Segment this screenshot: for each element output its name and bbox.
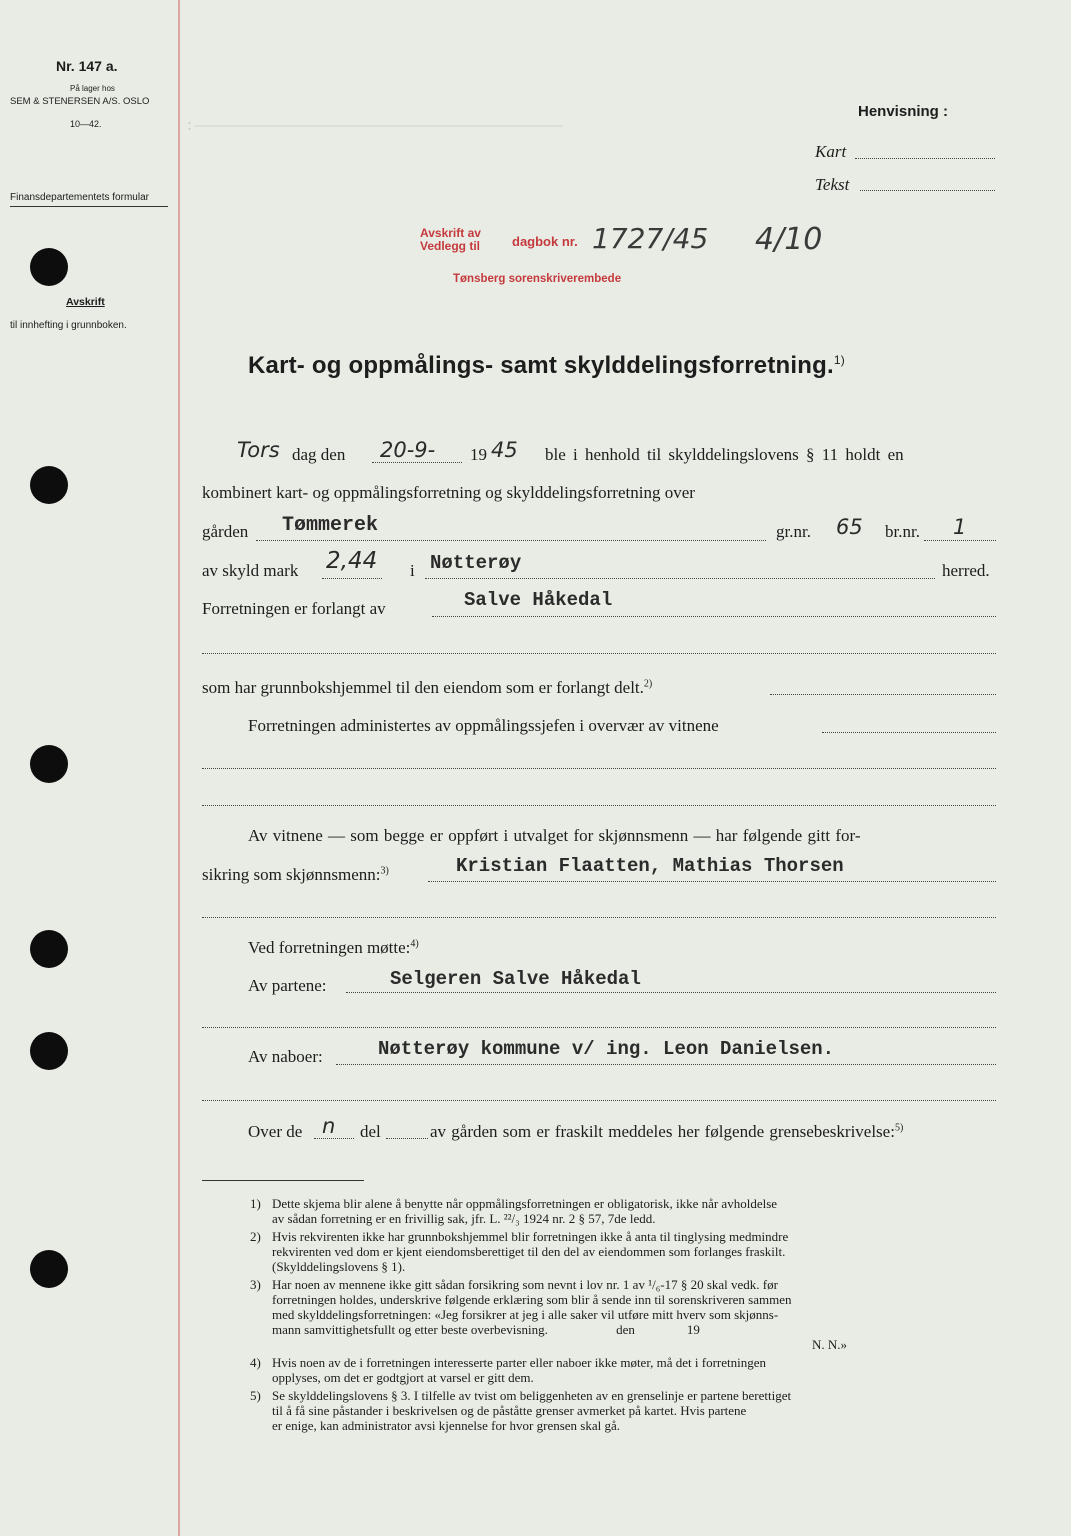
farm-value: Tømmerek: [282, 514, 379, 537]
dagbok-number: 1727/45: [592, 222, 709, 255]
ministry-label: Finansdepartementets formular: [10, 192, 149, 203]
blank-line: [202, 805, 996, 806]
footnote: 5) Se skylddelingslovens § 3. I tilfelle av tvist om beliggenheten av en grenselinje er partene berettiget til å få sine påstander i beskrivelsen og de påståtte grenser avmerket på kartet. Hvis partene er enige, kan administrator avsi kjennelse for hvor grensen skal gå.: [250, 1388, 792, 1433]
grnr-label: gr.nr.: [776, 522, 811, 541]
neighbours-value: Nøtterøy kommune v/ ing. Leon Danielsen.: [378, 1038, 835, 1060]
line13-line1: [314, 1138, 354, 1139]
stamp-line1a: Avskrift av: [420, 226, 481, 240]
date-line: [372, 462, 462, 463]
date-value: 20-9-: [380, 438, 436, 462]
brnr-line: [924, 540, 996, 541]
neighbours-label: Av naboer:: [248, 1047, 323, 1066]
farm-line: [256, 540, 766, 541]
requested-line: [432, 616, 996, 617]
skyld-value: 2,44: [326, 548, 378, 574]
skyld-label: av skyld mark: [202, 561, 299, 580]
parties-value: Selgeren Salve Håkedal: [390, 968, 641, 990]
requested-label: Forretningen er forlangt av: [202, 599, 386, 618]
stamp-office: Tønsberg sorenskriverembede: [453, 273, 622, 285]
brnr-label: br.nr.: [885, 522, 920, 541]
footnotes: [250, 1196, 998, 1433]
blank-line: [202, 768, 996, 769]
punch-hole: [30, 466, 68, 504]
margin-rule: [178, 0, 180, 1536]
print-date: 10—42.: [70, 119, 102, 129]
witness-line: [428, 881, 996, 882]
requested-value: Salve Håkedal: [464, 589, 613, 611]
year-value: 45: [491, 438, 518, 462]
stamp-dagbok-label: dagbok nr.: [512, 234, 578, 249]
line7-line: [822, 732, 996, 733]
line13-text3: av gården som er fraskilt meddeles her følgende grensebeskrivelse:$^{5)}$: [430, 1122, 904, 1141]
form-number: Nr. 147 a.: [56, 58, 118, 74]
kart-line: [855, 158, 995, 159]
line13-text2: del: [360, 1122, 381, 1141]
brnr-value: 1: [953, 515, 967, 539]
footnote: 2) Hvis rekvirenten ikke har grunnbokshjemmel blir forretningen ikke å anta til tinglysing medmindre rekvirenten ved dom er kjent eiendomsberettiget til den del av eiendommen som forlanges fraskilt. (Skylddelingslovens § 1).: [250, 1229, 789, 1274]
blank-line: [202, 1100, 996, 1101]
herred-label: herred.: [942, 561, 990, 580]
publisher-line2: SEM & STENERSEN A/S. OSLO: [10, 96, 150, 107]
neighbours-line: [336, 1064, 996, 1065]
publisher-line1: På lager hos: [70, 84, 115, 93]
copy-title: Avskrift: [66, 296, 105, 308]
line6-line: [770, 694, 996, 695]
witness-value: Kristian Flaatten, Mathias Thorsen: [456, 855, 844, 877]
line1-text1: dag den: [292, 445, 346, 464]
blank-line: [202, 653, 996, 654]
witness-label: sikring som skjønnsmenn:$^{3)}$: [202, 865, 389, 884]
skyld-line: [322, 578, 382, 579]
line13-hand: n: [322, 1114, 336, 1138]
farm-label: gården: [202, 522, 249, 541]
blank-line: [202, 1027, 996, 1028]
line8-text: Av vitnene — som begge er oppført i utvalget for skjønnsmenn — har følgende gitt for-: [248, 826, 861, 845]
line1-text2: ble i henhold til skylddelingslovens § 11 holdt en: [545, 445, 904, 464]
punch-hole: [30, 930, 68, 968]
margin-divider: [10, 206, 168, 207]
municipality-line: [425, 578, 935, 579]
day-value: Tors: [237, 438, 280, 462]
year-prefix: 19: [470, 445, 487, 464]
footnote-rule: [202, 1180, 364, 1181]
line13-text1: Over de: [248, 1122, 303, 1141]
line13-line2: [386, 1138, 428, 1139]
attended-label: Ved forretningen møtte:$^{4)}$: [248, 938, 419, 957]
punch-hole: [30, 1250, 68, 1288]
tekst-label: Tekst: [815, 175, 850, 194]
footnote: 4) Hvis noen av de i forretningen interesserte parter eller naboer ikke møter, må det i forretningen opplyses, om det er godtgjort at varsel er gitt dem.: [250, 1355, 767, 1385]
parties-label: Av partene:: [248, 976, 327, 995]
line2-text: kombinert kart- og oppmålingsforretning og skylddelingsforretning over: [202, 483, 695, 502]
municipality-value: Nøtterøy: [430, 552, 522, 574]
stamp-line1b: Vedlegg til: [420, 239, 481, 253]
blank-line: [202, 917, 996, 918]
parties-line: [346, 992, 996, 993]
line7-text: Forretningen administertes av oppmålingssjefen i overvær av vitnene: [248, 716, 719, 735]
copy-note: til innhefting i grunnboken.: [10, 320, 127, 331]
tekst-line: [860, 190, 995, 191]
punch-hole: [30, 1032, 68, 1070]
stamp-date: 4/10: [755, 222, 823, 257]
footnote: 3) Har noen av mennene ikke gitt sådan forsikring som nevnt i lov nr. 1 av ¹/₆-17 § 20 skal vedk. før forretningen holdes, underskrive følgende erklæring som blir å sende inn til sorenskriveren sammen med skylddelingsforretningen: «Jeg forsikrer at jeg i alle saker vil utføre mitt hverv som skjønns- mann samvittighetsfullt og etter beste overbevisning. den 19 N. N.»: [250, 1277, 848, 1352]
punch-hole: [30, 248, 68, 286]
document-title: Kart- og oppmålings- samt skylddelingsforretning.$^{1)}$: [248, 352, 845, 379]
reference-heading: Henvisning :: [858, 103, 949, 120]
i-label: i: [410, 561, 415, 580]
kart-label: Kart: [815, 142, 847, 161]
grnr-value: 65: [836, 515, 863, 539]
stamp: [420, 227, 481, 253]
punch-hole: [30, 745, 68, 783]
footnote: 1) Dette skjema blir alene å benytte når oppmålingsforretningen er obligatorisk, ikke når avholdelse av sådan forretning er en frivillig sak, jfr. L. ²²/₃ 1924 nr. 2 § 57, 7de ledd.: [250, 1196, 778, 1226]
line6-text: som har grunnbokshjemmel til den eiendom som er forlangt delt.$^{2)}$: [202, 678, 653, 697]
